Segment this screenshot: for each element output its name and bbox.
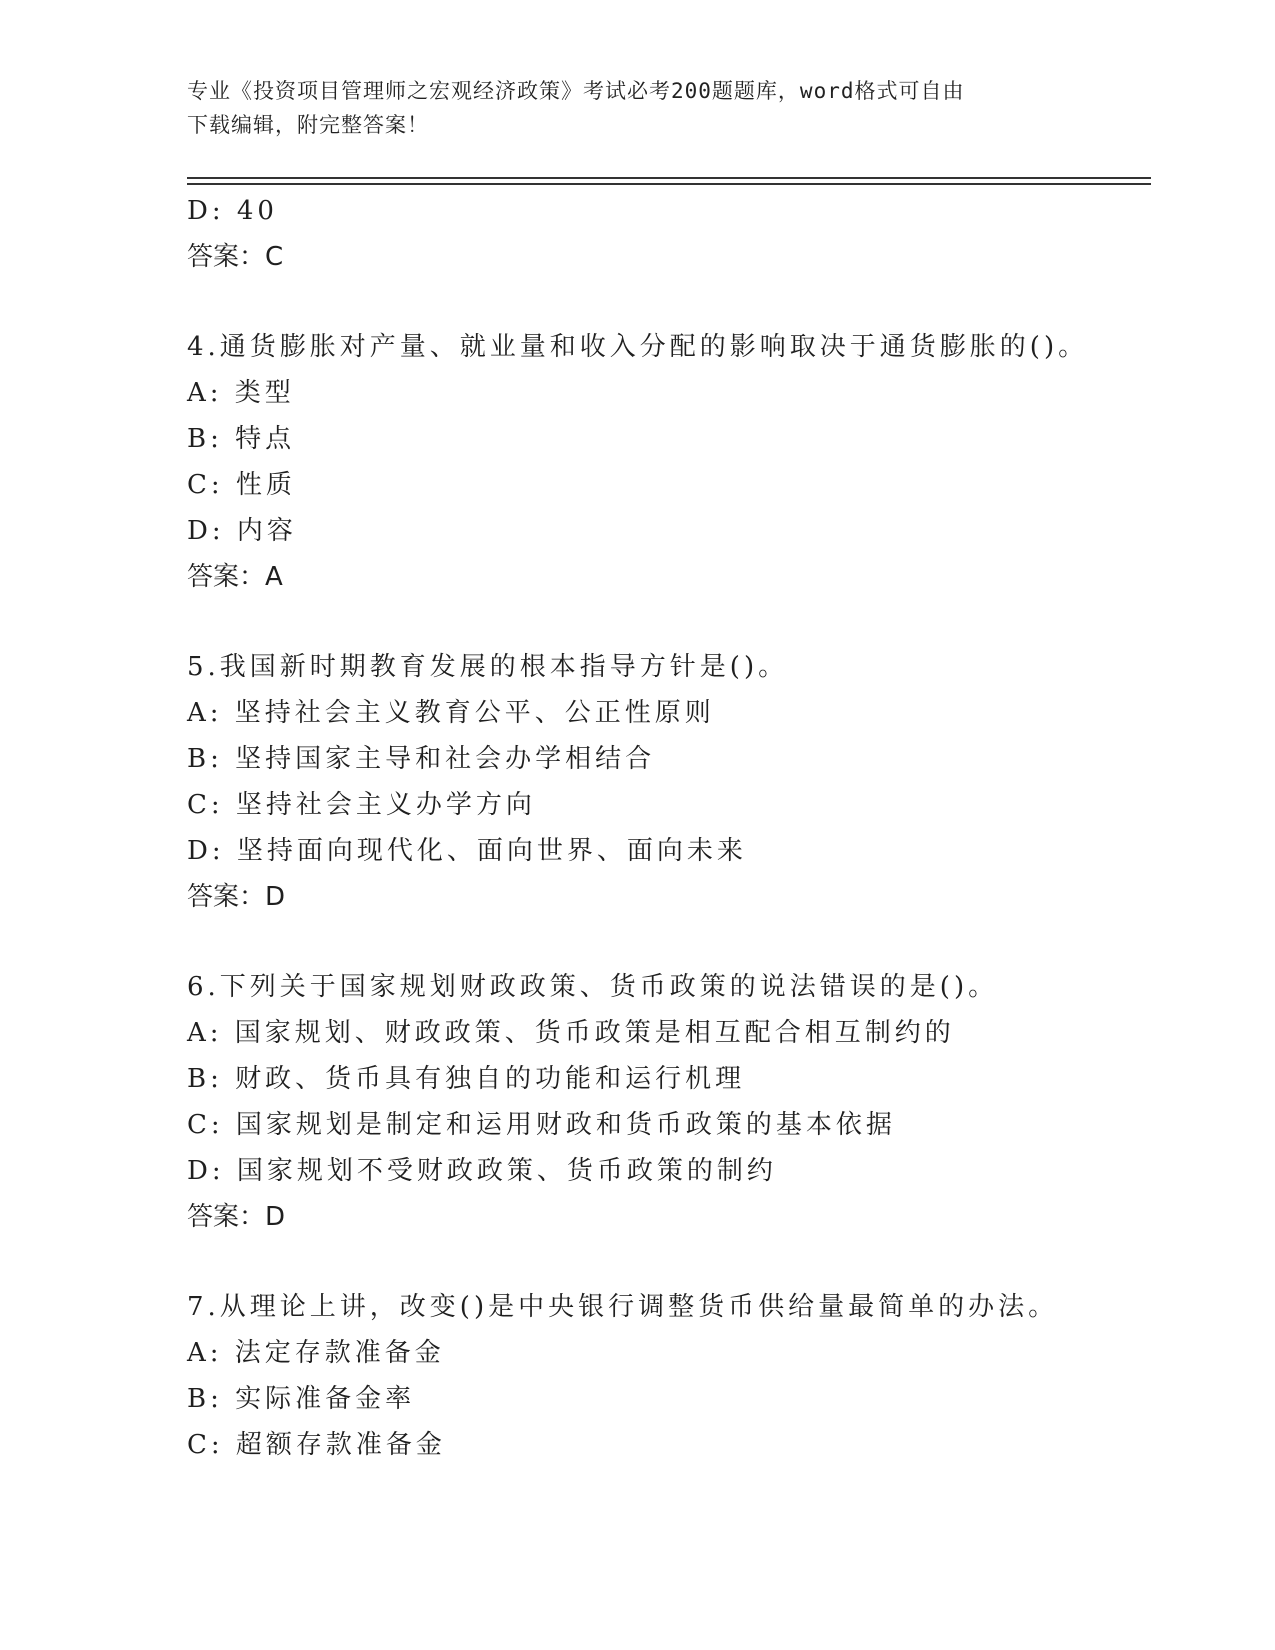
option-d: D: 内容 [187,516,297,546]
question-stem: 7.从理论上讲，改变()是中央银行调整货币供给量最简单的办法。 [187,1292,1059,1322]
question-7 [187,1284,1151,1468]
answer-line: 答案：D [187,1202,286,1232]
header-title-line-1: 专业《投资项目管理师之宏观经济政策》考试必考200题题库，word格式可自由 [187,79,965,103]
header-divider-bottom [187,183,1151,185]
spacer [187,280,1151,324]
document-header [187,74,1067,142]
option-b: B: 财政、货币具有独自的功能和运行机理 [187,1064,746,1094]
option-b: B: 特点 [187,424,296,454]
question-6 [187,964,1151,1240]
answer-line: 答案：A [187,562,283,592]
option-d: D: 国家规划不受财政政策、货币政策的制约 [187,1156,777,1186]
option-c: C: 坚持社会主义办学方向 [187,790,536,820]
option-d: D: 坚持面向现代化、面向世界、面向未来 [187,836,747,866]
option-b: B: 实际准备金率 [187,1384,416,1414]
question-5 [187,644,1151,920]
option-c: C: 超额存款准备金 [187,1430,446,1460]
answer-line: 答案：C [187,242,284,272]
option-a: A: 法定存款准备金 [187,1338,445,1368]
question-stem: 6.下列关于国家规划财政政策、货币政策的说法错误的是()。 [187,972,999,1002]
spacer [187,1240,1151,1284]
question-list [187,188,1151,1468]
option-a: A: 国家规划、财政政策、货币政策是相互配合相互制约的 [187,1018,955,1048]
header-divider-top [187,177,1151,179]
option-c: C: 国家规划是制定和运用财政和货币政策的基本依据 [187,1110,896,1140]
option-c: C: 性质 [187,470,296,500]
question-4 [187,324,1151,600]
spacer [187,920,1151,964]
option-a: A: 类型 [187,378,295,408]
spacer [187,600,1151,644]
header-title-line-2: 下载编辑，附完整答案！ [187,113,429,137]
answer-line: 答案：D [187,882,286,912]
option-b: B: 坚持国家主导和社会办学相结合 [187,744,656,774]
question-stem: 5.我国新时期教育发展的根本指导方针是()。 [187,652,789,682]
option-d: D: 40 [187,196,278,226]
option-a: A: 坚持社会主义教育公平、公正性原则 [187,698,715,728]
question-stem: 4.通货膨胀对产量、就业量和收入分配的影响取决于通货膨胀的()。 [187,332,1089,362]
